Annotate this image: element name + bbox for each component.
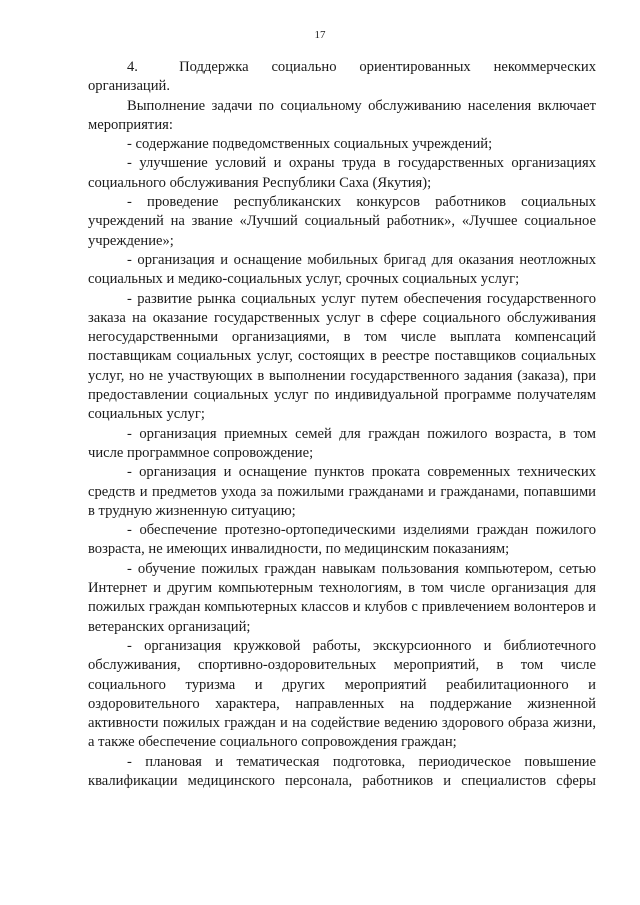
list-item-labor-conditions: - улучшение условий и охраны труда в государственных организациях социального обслуживания Республики Саха (Якутия); [88, 155, 596, 191]
page-number: 17 [314, 29, 326, 41]
list-item-services-market: - развитие рынка социальных услуг путем обеспечения государственного заказа на оказание государственных услуг в сфере социального обслуживания негосударственными организациями, в том числе выплата компенсаций поставщикам социальных услуг, состоящих в реестре поставщиков социальных услуг, но не участвующих в выполнении государственного задания (заказа), при предоставлении социальных услуг по индивидуальной программе получателям социальных услуг; [88, 290, 596, 423]
list-item-maintenance: - содержание подведомственных социальных учреждений; [127, 136, 493, 153]
list-item-mobile-brigades: - организация и оснащение мобильных бригад для оказания неотложных социальных и медико-социальных услуг, срочных социальных услуг; [88, 251, 596, 288]
paragraph-intro: Выполнение задачи по социальному обслуживанию населения включает мероприятия: [88, 97, 596, 133]
list-item-computer-training: - обучение пожилых граждан навыкам пользования компьютером, сетью Интернет и другим компьютерным технологиям, в том числе организация для пожилых граждан компьютерных классов и клубов с привлечением волонтеров и ветеранских организаций; [88, 560, 596, 635]
list-item-prosthetics: - обеспечение протезно-ортопедическими изделиями граждан пожилого возраста, не имеющих инвалидности, по медицинским показаниям; [88, 522, 596, 558]
paragraph-task-4: 4. Поддержка социально ориентированных некоммерческих организаций. [88, 59, 596, 95]
body-text [88, 58, 596, 791]
list-item-contests: - проведение республиканских конкурсов работников социальных учреждений на звание «Лучший социальный работник», «Лучшее социальное учреждение»; [88, 194, 596, 249]
list-item-clubs-excursions: - организация кружковой работы, экскурсионного и библиотечного обслуживания, спортивно-оздоровительных мероприятий, в том числе социального туризма и других мероприятий реабилитационного и оздоровительного характера, направленных на поддержание жизненной активности пожилых граждан и на содействие ведению здорового образа жизни, а также обеспечение социального сопровождения граждан; [88, 637, 596, 751]
list-item-rental-points: - организация и оснащение пунктов проката современных технических средств и предметов ухода за пожилыми гражданами и гражданами, попавшими в трудную жизненную ситуацию; [88, 464, 596, 519]
list-item-foster-families: - организация приемных семей для граждан пожилого возраста, в том числе программное сопровождение; [88, 425, 596, 461]
list-item-staff-training: - плановая и тематическая подготовка, периодическое повышение квалификации медицинского персонала, работников и специалистов сферы [88, 753, 596, 789]
